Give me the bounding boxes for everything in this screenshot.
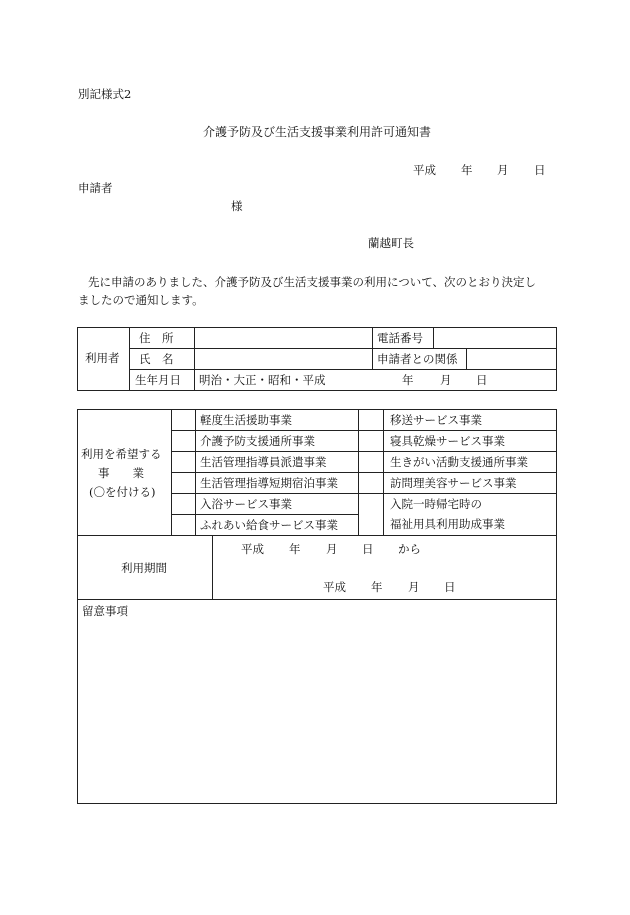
honorific: 様: [231, 199, 243, 213]
date-era: 平成: [413, 163, 436, 177]
service-item-left-5: 入浴サービス事業: [200, 497, 292, 511]
service-label-line1: 利用を希望する: [81, 447, 162, 461]
period-from-year-unit: 年: [289, 542, 301, 556]
birth-day-unit: 日: [476, 373, 488, 387]
service-label-line2: 事 業: [98, 466, 144, 480]
birth-year-unit: 年: [402, 373, 414, 387]
period-to-year-unit: 年: [371, 580, 383, 594]
name-label: 氏 名: [139, 352, 174, 366]
date-year-unit: 年: [461, 163, 473, 177]
issuer-name: 蘭越町長: [368, 236, 414, 250]
service-item-right-5-line1: 入院一時帰宅時の: [390, 497, 482, 511]
service-label-line3: (〇を付ける): [89, 485, 156, 499]
service-item-right-4: 訪問理美容サービス事業: [390, 476, 517, 490]
relation-label: 申請者との関係: [377, 352, 458, 366]
service-item-right-3: 生きがい活動支援通所事業: [390, 455, 528, 469]
form-id: 別記様式2: [78, 87, 132, 101]
service-item-right-5-line2: 福祉用具利用助成事業: [390, 517, 505, 531]
birthdate-label: 生年月日: [135, 373, 181, 387]
body-text-line2: ましたので通知します。: [78, 293, 204, 307]
service-item-left-3: 生活管理指導員派遣事業: [200, 455, 327, 469]
period-to-day-unit: 日: [444, 580, 456, 594]
birth-month-unit: 月: [440, 373, 452, 387]
era-options: 明治・大正・昭和・平成: [199, 373, 326, 387]
address-label: 住 所: [139, 331, 174, 345]
service-item-left-1: 軽度生活援助事業: [200, 413, 292, 427]
user-section-label: 利用者: [85, 351, 120, 365]
period-from-month-unit: 月: [326, 542, 338, 556]
period-from-suffix: から: [398, 542, 421, 556]
period-to-era: 平成: [323, 580, 346, 594]
period-label: 利用期間: [121, 561, 167, 575]
document-title: 介護予防及び生活支援事業利用許可通知書: [203, 125, 432, 139]
body-text-line1: 先に申請のありました、介護予防及び生活支援事業の利用について、次のとおり決定し: [88, 275, 537, 289]
service-item-left-6: ふれあい給食サービス事業: [200, 518, 338, 532]
period-from-day-unit: 日: [362, 542, 374, 556]
applicant-label: 申請者: [78, 181, 113, 195]
notes-label: 留意事項: [82, 604, 128, 618]
service-item-right-2: 寝具乾燥サービス事業: [390, 434, 505, 448]
service-item-left-4: 生活管理指導短期宿泊事業: [200, 476, 338, 490]
phone-label: 電話番号: [377, 331, 423, 345]
service-item-left-2: 介護予防支援通所事業: [200, 434, 315, 448]
period-to-month-unit: 月: [408, 580, 420, 594]
period-from-era: 平成: [241, 542, 264, 556]
service-item-right-1: 移送サービス事業: [390, 413, 482, 427]
date-month-unit: 月: [497, 163, 509, 177]
date-day-unit: 日: [534, 163, 546, 177]
